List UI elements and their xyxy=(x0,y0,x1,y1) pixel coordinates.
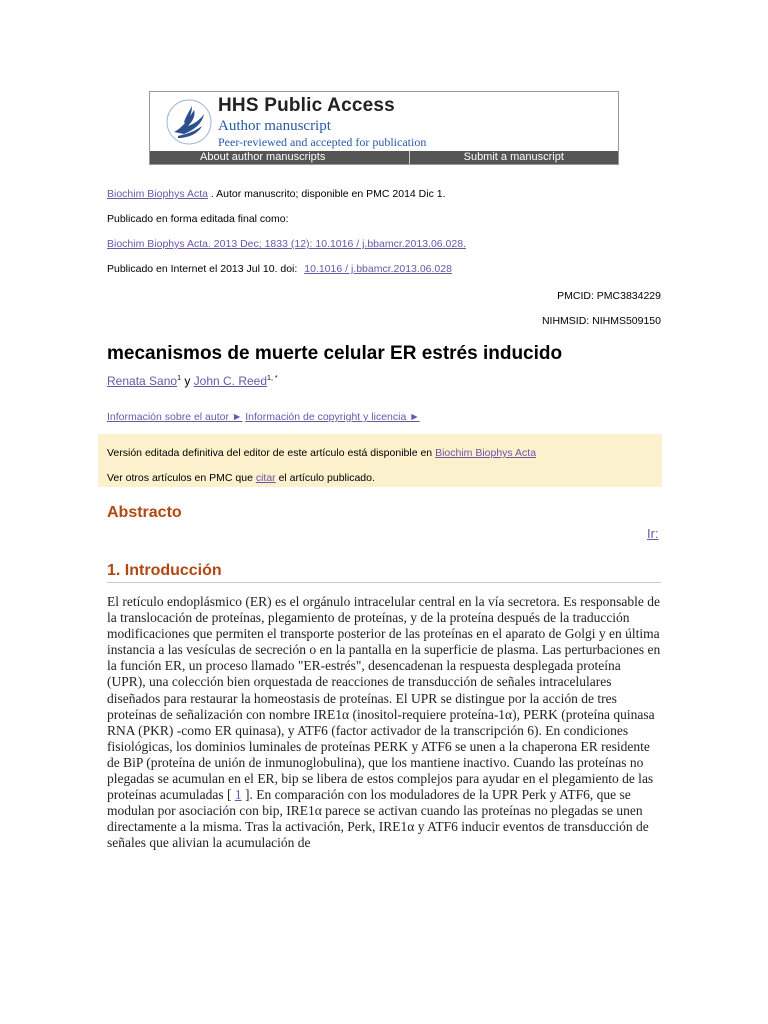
info-links xyxy=(107,411,420,424)
journal-link[interactable]: Biochim Biophys Acta xyxy=(107,188,208,200)
banner-subtitle: Author manuscript xyxy=(218,118,331,134)
paragraph-text-2: ]. En comparación con los moduladores de la UPR Perk y ATF6, que se modulan por asociación con bip, IRE1α parece se activan cuando las proteínas no plegadas se unen directamente a la misma. Tras la activación, Perk, IRE1α y ATF6 inducir eventos de transducción de señales que alivian la acumulación de xyxy=(107,787,649,851)
paragraph-text-1: El retículo endoplásmico (ER) es el orgánulo intracelular central en la vía secretora. Es responsable de la translocación de proteínas, plegamiento de proteínas, y de la proteína después de la traducción modificaciones que permiten el transporte posterior de las proteínas en el aparato de Golgi y en última instancia a las vesículas de secreción o en la pantalla en la superficie de plasma. Las perturbaciones en la función ER, un proceso llamado "ER-estrés", desencadenan la respuesta desplegada proteína (UPR), una colección bien orquestada de reacciones de transducción de señales intracelulares diseñados para restaurar la homeostasis de proteínas. El UPR se distingue por la acción de tres proteínas de señalización con nombre IRE1α (inositol-requiere proteína-1α), PERK (proteína quinasa RNA (PKR) -como ER quinasa), y ATF6 (factor activador de la transcripción 6). En condiciones fisiológicas, los dominios luminales de proteínas PERK y ATF6 se unen a la chaperona ER residente de BiP (proteína de unión de inmunoglobulina), que los mantiene inactivo. Cuando las proteínas no plegadas se acumulan en el ER, bip se libera de estos complejos para ayudar en el plegamiento de las proteínas acumuladas [ xyxy=(107,594,661,803)
author-info-link[interactable]: Información sobre el autor ► xyxy=(107,411,243,423)
published-label: Publicado en forma editada final como: xyxy=(107,213,289,225)
hhs-eagle-logo-icon xyxy=(164,98,214,146)
hhs-public-access-banner xyxy=(149,91,619,165)
online-prefix: Publicado en Internet el 2013 Jul 10. doi: xyxy=(107,263,298,275)
notice-journal-link[interactable]: Biochim Biophys Acta xyxy=(435,447,537,459)
introduction-heading: 1. Introducción xyxy=(107,562,222,579)
notice-line-1 xyxy=(107,447,536,460)
section-divider xyxy=(107,582,661,583)
published-ref[interactable]: Biochim Biophys Acta. 2013 Dec; 1833 (12): 10.1016 / j.bbamcr.2013.06.028. xyxy=(107,238,466,250)
author2-affiliation: 1, * xyxy=(267,375,278,382)
notice-text-1: Versión editada definitiva del editor de este artículo está disponible en xyxy=(107,447,433,459)
published-ref-link[interactable] xyxy=(107,238,466,251)
nihmsid: NIHMSID: NIHMS509150 xyxy=(541,315,661,327)
banner-title: HHS Public Access xyxy=(218,95,395,116)
introduction-paragraph xyxy=(107,594,661,852)
banner-subtitle-2: Peer-reviewed and accepted for publication xyxy=(218,135,427,149)
copyright-info-link[interactable]: Información de copyright y licencia ► xyxy=(245,411,420,423)
notice-text-3: el artículo publicado. xyxy=(278,472,375,484)
author-link-renata-sano[interactable]: Renata Sano xyxy=(107,374,178,388)
notice-text-2: Ver otros artículos en PMC que xyxy=(107,472,253,484)
citation-text: . Autor manuscrito; disponible en PMC 2014 Dic 1. xyxy=(210,188,446,200)
cite-link[interactable]: citar xyxy=(255,472,276,484)
author-list xyxy=(107,374,278,388)
doi-link[interactable]: 10.1016 / j.bbamcr.2013.06.028 xyxy=(304,263,452,275)
submit-manuscript-link[interactable]: Submit a manuscript xyxy=(463,151,564,163)
citation-line xyxy=(107,188,446,201)
author1-affiliation: 1 xyxy=(177,375,181,382)
online-publication-line xyxy=(107,263,452,276)
pmcid: PMCID: PMC3834229 xyxy=(557,290,661,302)
publisher-version-notice xyxy=(98,434,662,487)
author-conjunction: y xyxy=(184,374,191,388)
banner-link-bar xyxy=(150,151,618,164)
notice-line-2 xyxy=(107,472,375,485)
article-title: mecanismos de muerte celular ER estrés inducido xyxy=(107,343,563,364)
banner-header xyxy=(150,92,618,151)
author-link-john-reed[interactable]: John C. Reed xyxy=(193,374,268,388)
about-author-manuscripts-link[interactable]: About author manuscripts xyxy=(150,151,410,164)
abstract-heading: Abstracto xyxy=(107,504,182,521)
reference-link-1[interactable]: 1 xyxy=(234,787,242,803)
goto-link[interactable]: Ir: xyxy=(647,526,659,541)
